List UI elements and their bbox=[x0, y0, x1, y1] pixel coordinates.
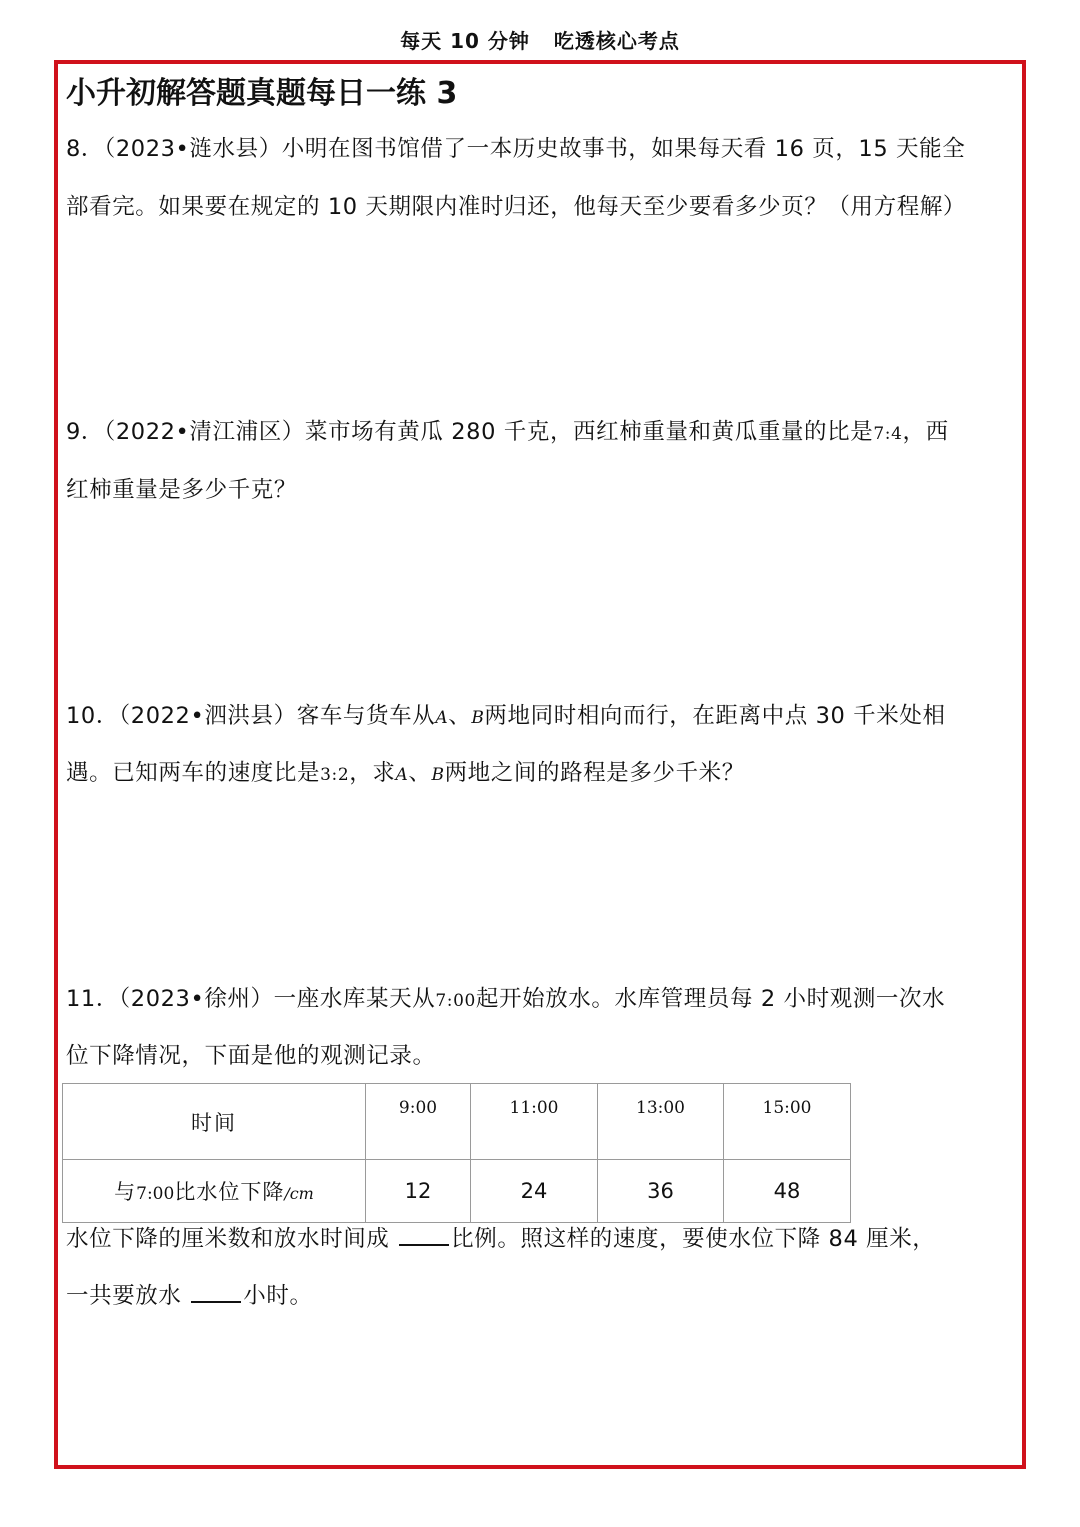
table-row bbox=[63, 1084, 851, 1160]
table-header-drop bbox=[63, 1160, 366, 1223]
page-header: 每天 10 分钟 吃透核心考点 bbox=[400, 29, 680, 53]
question-9-ratio: 7:4 bbox=[873, 424, 903, 444]
fill-text-d: 小时。 bbox=[243, 1283, 313, 1309]
question-9-line-1 bbox=[66, 416, 949, 450]
separator-2: 、 bbox=[408, 760, 432, 786]
answer-blank-hours[interactable] bbox=[191, 1279, 241, 1303]
point-a-label: A bbox=[435, 708, 449, 728]
table-time-cell: 15:00 bbox=[724, 1084, 851, 1160]
question-10-line-2 bbox=[66, 757, 745, 791]
question-10-line-1 bbox=[66, 700, 946, 734]
page-title: 小升初解答题真题每日一练 3 bbox=[66, 76, 458, 111]
question-11-text-a: 11．（2023•徐州）一座水库某天从 bbox=[66, 986, 436, 1012]
question-8-line-1: 8．（2023•涟水县）小明在图书馆借了一本历史故事书，如果每天看 16 页，15 天能全 bbox=[66, 136, 966, 162]
drop-label-unit: /cm bbox=[284, 1184, 314, 1203]
drop-label-a: 与 bbox=[114, 1180, 137, 1204]
question-11-line-1 bbox=[66, 983, 945, 1017]
question-9-line-2: 红柿重量是多少千克？ bbox=[66, 477, 298, 503]
drop-label-b: 比水位下降 bbox=[174, 1180, 285, 1204]
point-b-label: B bbox=[471, 708, 485, 728]
question-10-text-a: 10．（2022•泗洪县）客车与货车从 bbox=[66, 703, 436, 729]
question-11-text-b: 起开始放水。水库管理员每 2 小时观测一次水 bbox=[475, 986, 946, 1012]
table-time-cell: 13:00 bbox=[598, 1084, 724, 1160]
question-11-fill-line-2 bbox=[66, 1279, 313, 1312]
drop-label-time: 7:00 bbox=[136, 1184, 175, 1204]
question-11-start-time: 7:00 bbox=[435, 991, 476, 1011]
question-9-text-a: 9．（2022•清江浦区）菜市场有黄瓜 280 千克，西红柿重量和黄瓜重量的比是 bbox=[66, 419, 874, 445]
table-value-cell: 24 bbox=[471, 1160, 598, 1223]
table-header-time: 时间 bbox=[63, 1084, 366, 1160]
question-10-text-c: 遇。已知两车的速度比是 bbox=[66, 760, 321, 786]
fill-text-b: 比例。照这样的速度，要使水位下降 84 厘米， bbox=[451, 1226, 936, 1252]
table-value-cell: 12 bbox=[366, 1160, 471, 1223]
question-10-text-b: 两地同时相向而行，在距离中点 30 千米处相 bbox=[484, 703, 946, 729]
table-value-cell: 48 bbox=[724, 1160, 851, 1223]
water-level-table bbox=[62, 1083, 851, 1223]
separator: 、 bbox=[448, 703, 472, 729]
question-8-line-2: 部看完。如果要在规定的 10 天期限内准时归还，他每天至少要看多少页？（用方程解） bbox=[66, 194, 967, 220]
fill-text-a: 水位下降的厘米数和放水时间成 bbox=[66, 1226, 390, 1252]
question-9-text-b: ，西 bbox=[902, 419, 949, 445]
point-a-label-2: A bbox=[395, 765, 409, 785]
question-11-line-2: 位下降情况，下面是他的观测记录。 bbox=[66, 1043, 436, 1069]
table-time-cell: 11:00 bbox=[471, 1084, 598, 1160]
question-10-ratio: 3:2 bbox=[320, 765, 350, 785]
table-row bbox=[63, 1160, 851, 1223]
question-11-fill-line-1 bbox=[66, 1222, 935, 1255]
point-b-label-2: B bbox=[431, 765, 445, 785]
question-10-text-d: ，求 bbox=[349, 760, 396, 786]
table-time-cell: 9:00 bbox=[366, 1084, 471, 1160]
answer-blank-proportion[interactable] bbox=[399, 1222, 449, 1246]
question-10-text-e: 两地之间的路程是多少千米？ bbox=[444, 760, 745, 786]
table-value-cell: 36 bbox=[598, 1160, 724, 1223]
fill-text-c: 一共要放水 bbox=[66, 1283, 182, 1309]
